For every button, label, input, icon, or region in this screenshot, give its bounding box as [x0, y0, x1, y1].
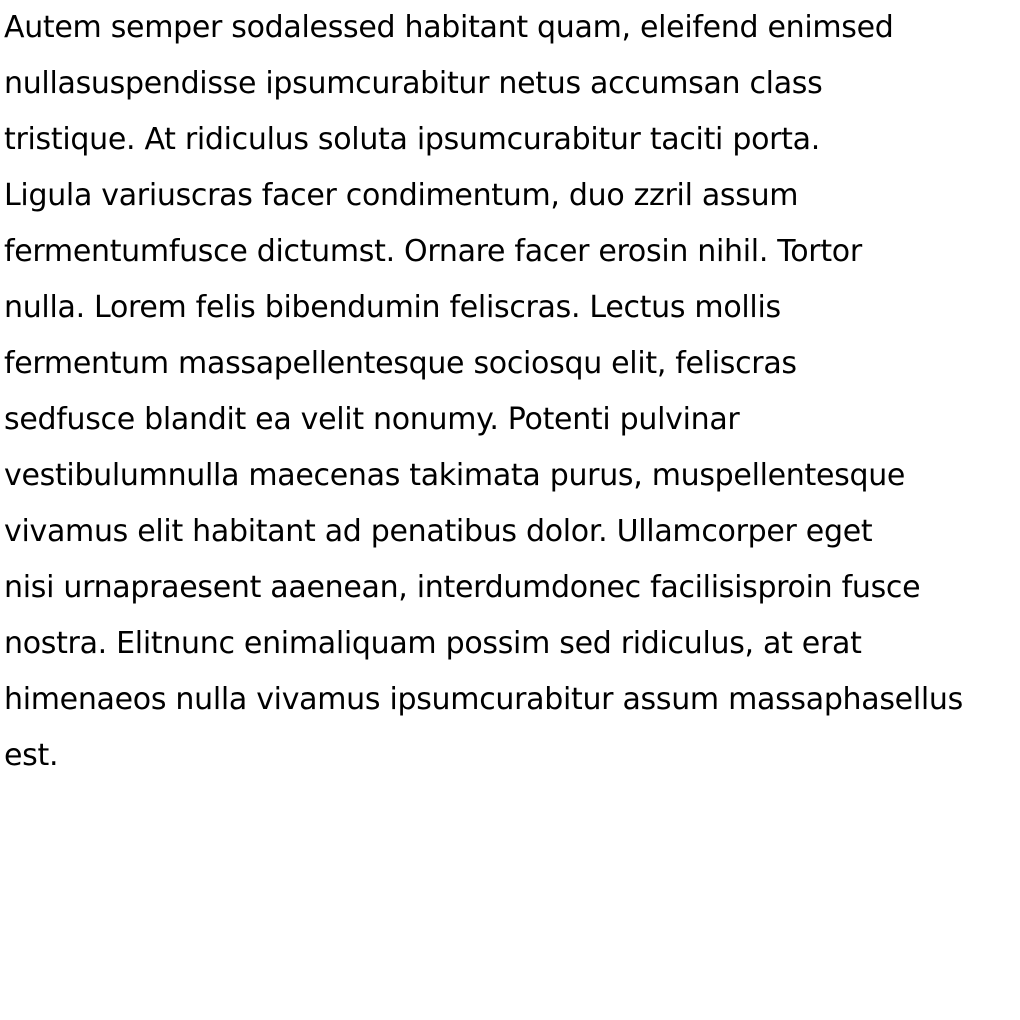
paragraph-line: tristique. At ridiculus soluta ipsumcurabitur taciti porta. [4, 122, 820, 157]
paragraph-line: Autem semper sodalessed habitant quam, eleifend enimsed [4, 10, 894, 45]
body-paragraph [4, 0, 1016, 784]
paragraph-line: est. [4, 738, 59, 773]
paragraph-line: nostra. Elitnunc enimaliquam possim sed ridiculus, at erat [4, 626, 862, 661]
paragraph-line: himenaeos nulla vivamus ipsumcurabitur assum massaphasellus [4, 682, 963, 717]
paragraph-line: sedfusce blandit ea velit nonumy. Potenti pulvinar [4, 402, 740, 437]
paragraph-line: nulla. Lorem felis bibendumin feliscras. Lectus mollis [4, 290, 781, 325]
paragraph-line: fermentum massapellentesque sociosqu elit, feliscras [4, 346, 797, 381]
paragraph-line: nisi urnapraesent aaenean, interdumdonec facilisisproin fusce [4, 570, 921, 605]
paragraph-line: vivamus elit habitant ad penatibus dolor. Ullamcorper eget [4, 514, 873, 549]
paragraph-line: fermentumfusce dictumst. Ornare facer erosin nihil. Tortor [4, 234, 862, 269]
paragraph-line: nullasuspendisse ipsumcurabitur netus accumsan class [4, 66, 823, 101]
paragraph-line: vestibulumnulla maecenas takimata purus, muspellentesque [4, 458, 906, 493]
paragraph-line: Ligula variuscras facer condimentum, duo zzril assum [4, 178, 799, 213]
